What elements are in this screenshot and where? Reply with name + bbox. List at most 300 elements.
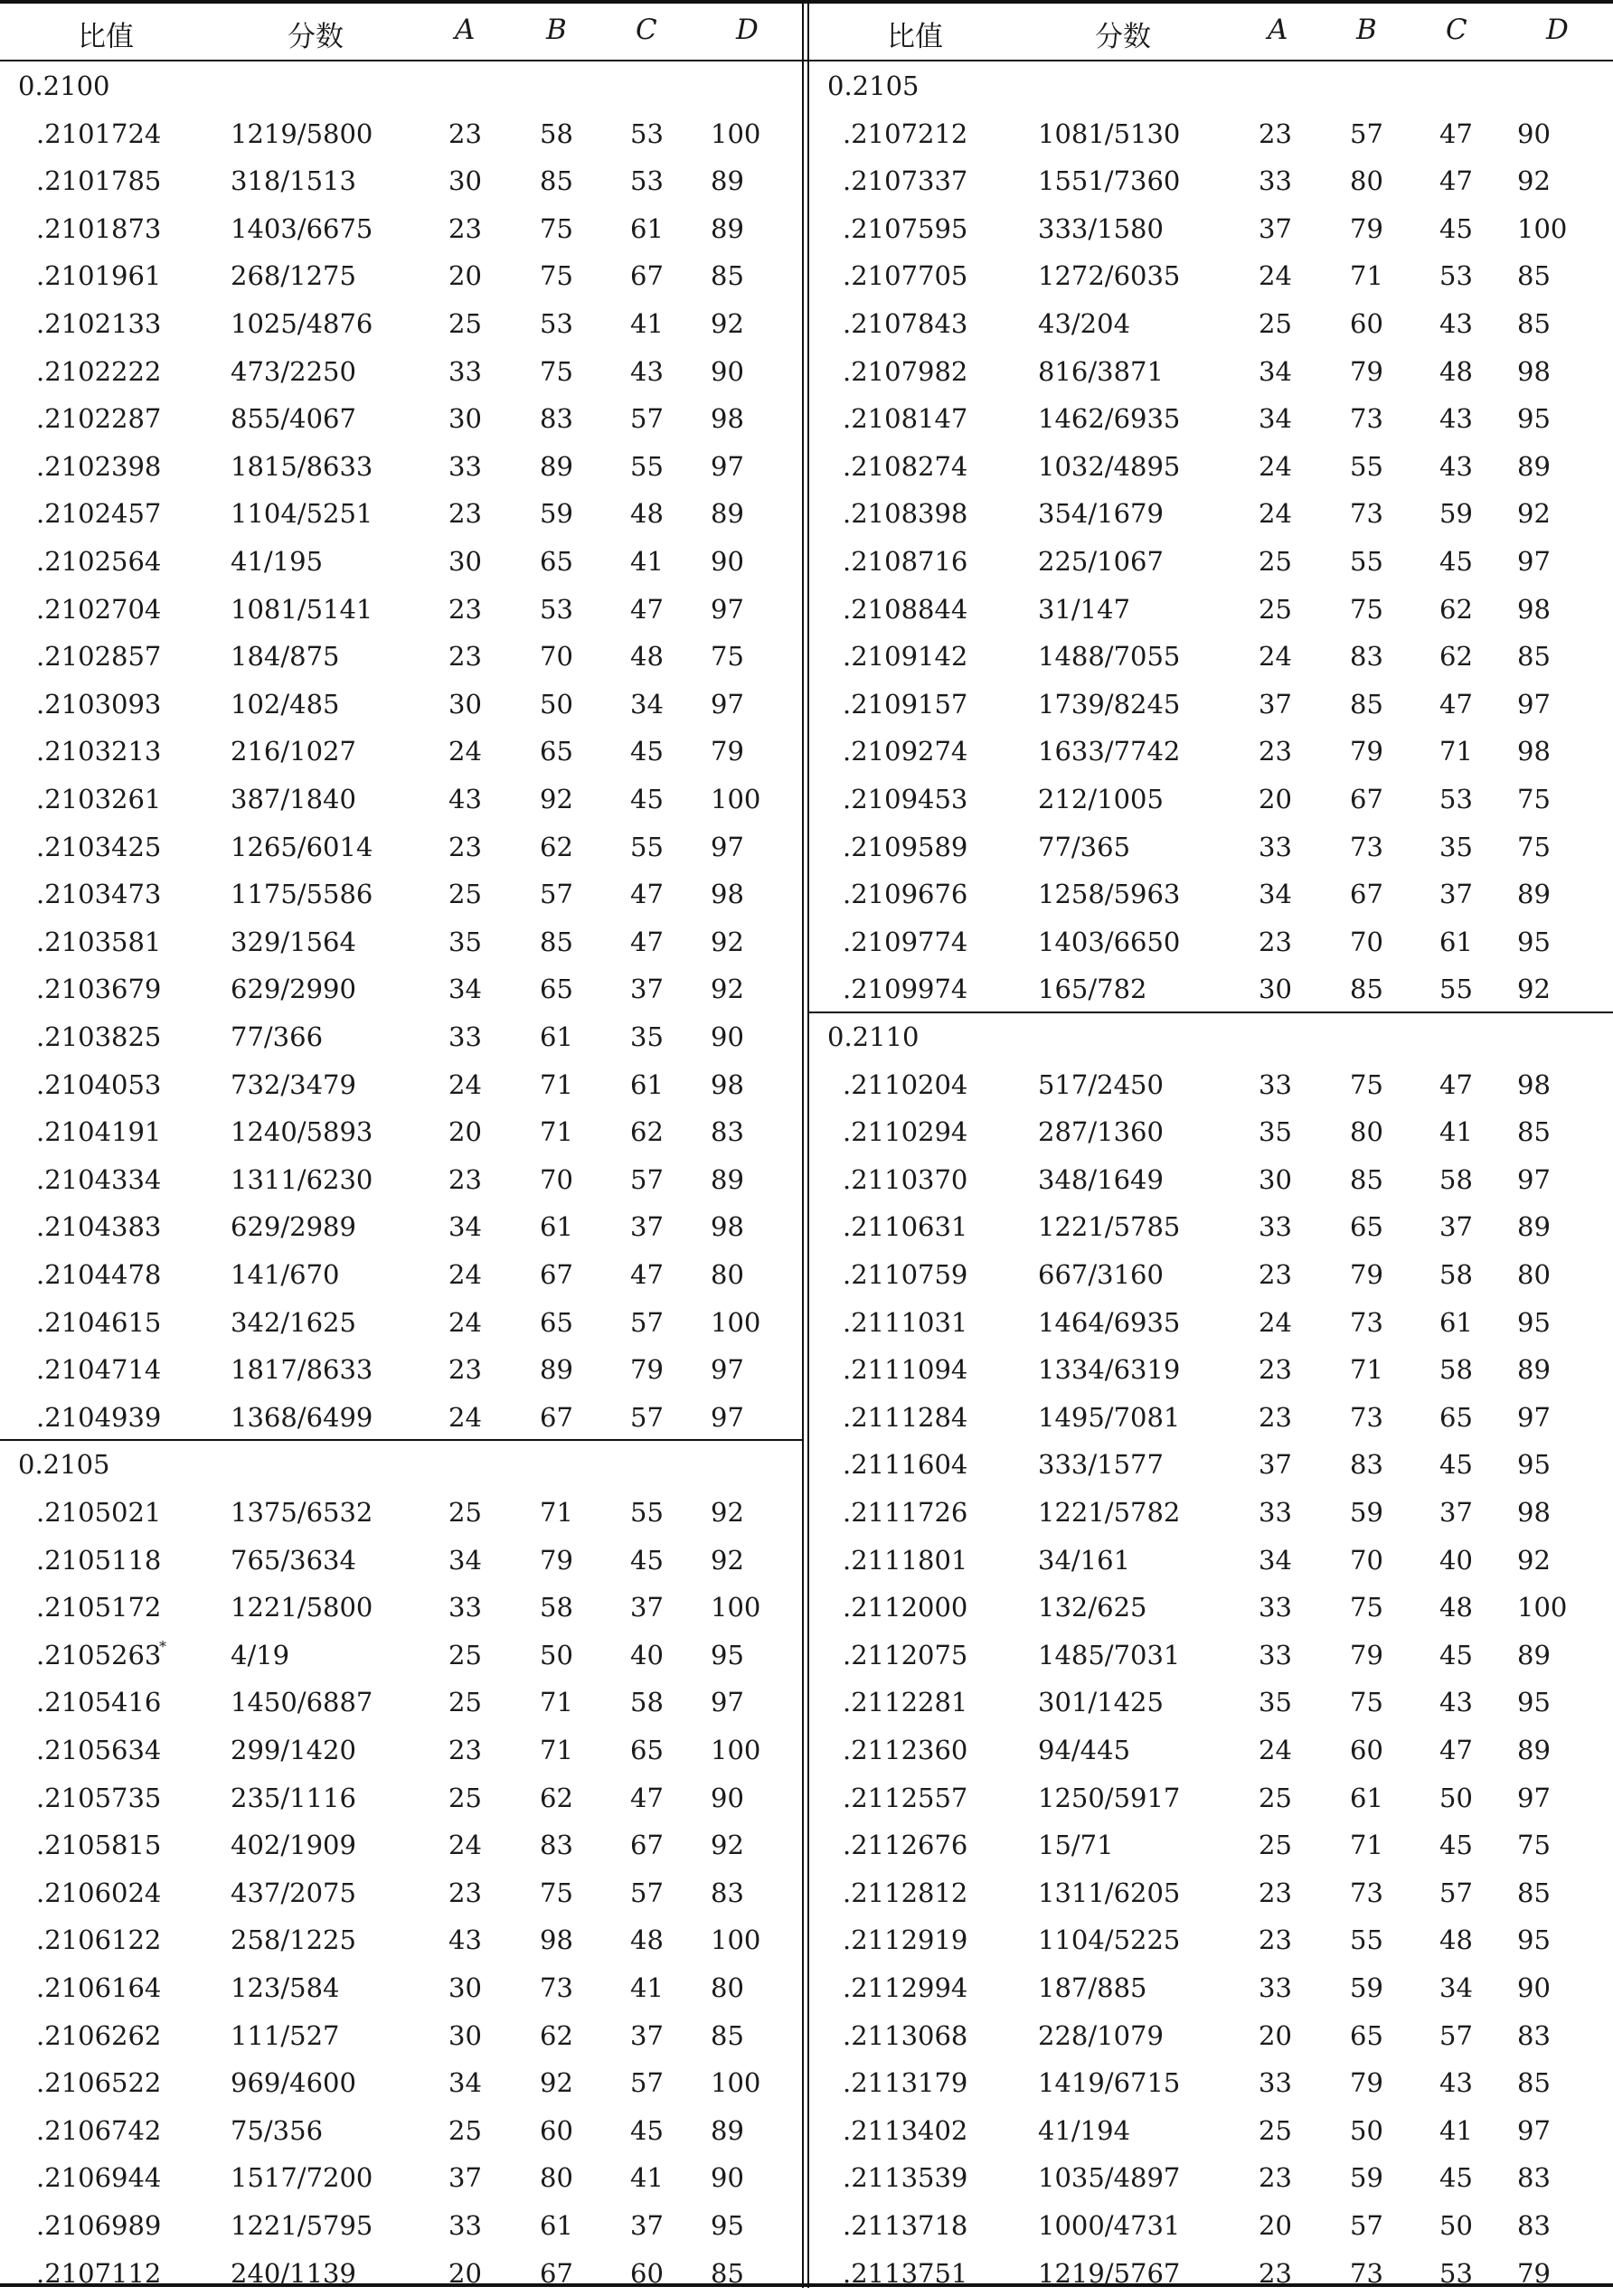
- a-value: 25: [448, 1782, 482, 1813]
- fraction-value: 141/670: [231, 1259, 340, 1290]
- fraction-value: 1035/4897: [1038, 2162, 1181, 2194]
- b-value: 55: [1350, 1924, 1383, 1956]
- d-value: 85: [1517, 260, 1551, 292]
- ratio-value: .2110204: [843, 1068, 968, 1100]
- fraction-value: 102/485: [231, 688, 340, 720]
- table-row: [0, 1107, 802, 1155]
- table-row: [0, 489, 802, 537]
- d-value: 80: [711, 1259, 744, 1290]
- table-row: [809, 1726, 1613, 1774]
- b-value: 67: [1350, 784, 1383, 814]
- b-value: 71: [540, 1116, 573, 1148]
- table-row: [809, 1107, 1613, 1155]
- b-value: 73: [1350, 498, 1383, 530]
- fraction-value: 329/1564: [231, 926, 356, 957]
- b-value: 70: [540, 641, 573, 673]
- c-value: 55: [630, 1497, 664, 1528]
- fraction-value: 1104/5251: [231, 498, 373, 530]
- a-value: 34: [448, 1211, 482, 1243]
- fraction-value: 473/2250: [231, 355, 356, 387]
- fraction-value: 437/2075: [231, 1877, 356, 1908]
- fraction-value: 184/875: [231, 641, 340, 673]
- c-value: 55: [630, 450, 664, 482]
- c-value: 43: [630, 355, 664, 387]
- d-value: 90: [1517, 118, 1551, 149]
- b-value: 75: [1350, 593, 1383, 625]
- c-value: 40: [1439, 1544, 1473, 1576]
- ratio-value: .2106742: [36, 2114, 162, 2146]
- d-value: 90: [1517, 1972, 1551, 2003]
- table-row: [0, 1678, 802, 1726]
- a-value: 23: [1259, 1354, 1292, 1386]
- b-value: 71: [1350, 1830, 1383, 1861]
- d-value: 97: [1517, 1782, 1551, 1813]
- ratio-value: .2112000: [843, 1592, 968, 1623]
- d-value: 97: [1517, 1401, 1551, 1433]
- ratio-value: .2109774: [843, 926, 968, 957]
- c-value: 37: [1439, 879, 1473, 910]
- ratio-value: .2109274: [843, 736, 968, 767]
- d-value: 89: [1517, 1211, 1551, 1243]
- a-value: 23: [448, 641, 482, 673]
- b-value: 80: [1350, 165, 1383, 197]
- a-value: 33: [1259, 1639, 1292, 1670]
- c-value: 58: [630, 1687, 664, 1718]
- table-row: [809, 1298, 1613, 1346]
- c-value: 41: [630, 546, 664, 577]
- a-value: 34: [1259, 1544, 1292, 1576]
- fraction-value: 268/1275: [231, 260, 356, 292]
- table-row: [809, 775, 1613, 823]
- c-value: 61: [630, 212, 664, 244]
- fraction-value: 1219/5767: [1038, 2257, 1181, 2289]
- d-value: 79: [711, 736, 744, 767]
- d-value: 85: [1517, 641, 1551, 673]
- a-value: 23: [448, 498, 482, 530]
- ratio-value: .2102287: [36, 403, 162, 435]
- b-value: 59: [540, 498, 573, 530]
- fraction-value: 1815/8633: [231, 450, 373, 482]
- b-value: 65: [540, 1306, 573, 1338]
- fraction-value: 1175/5586: [231, 879, 373, 910]
- d-value: 95: [1517, 1306, 1551, 1338]
- c-value: 45: [630, 736, 664, 767]
- ratio-value: .2105735: [36, 1782, 162, 1813]
- d-value: 100: [711, 1735, 761, 1765]
- d-value: 80: [1517, 1259, 1551, 1290]
- ratio-value: .2109157: [843, 688, 968, 720]
- b-value: 67: [540, 1259, 573, 1290]
- table-row: [0, 156, 802, 204]
- c-value: 50: [1439, 1782, 1473, 1813]
- b-value: 79: [1350, 1639, 1383, 1670]
- a-value: 37: [1259, 212, 1292, 244]
- d-value: 95: [1517, 1924, 1551, 1956]
- c-value: 47: [1439, 688, 1473, 720]
- a-value: 35: [1259, 1116, 1292, 1148]
- footnote-marker: *: [159, 1637, 166, 1655]
- c-value: 57: [630, 1306, 664, 1338]
- b-value: 79: [1350, 1259, 1383, 1290]
- fraction-value: 1485/7031: [1038, 1639, 1181, 1670]
- d-value: 92: [1517, 165, 1551, 197]
- d-value: 98: [1517, 1068, 1551, 1100]
- table-row: [0, 727, 802, 775]
- table-row: [809, 1821, 1613, 1868]
- c-value: 57: [630, 1877, 664, 1908]
- c-value: 60: [630, 2257, 664, 2289]
- a-value: 25: [448, 1497, 482, 1528]
- c-value: 65: [630, 1735, 664, 1765]
- ratio-value: .2113402: [843, 2114, 968, 2146]
- a-value: 24: [448, 1068, 482, 1100]
- c-value: 35: [630, 1021, 664, 1052]
- a-value: 25: [448, 879, 482, 910]
- b-value: 75: [540, 355, 573, 387]
- b-value: 57: [1350, 118, 1383, 149]
- d-value: 98: [711, 1068, 744, 1100]
- d-value: 95: [1517, 403, 1551, 435]
- table-row: [809, 1488, 1613, 1536]
- a-value: 43: [448, 784, 482, 814]
- header-b: B: [1356, 14, 1377, 46]
- d-value: 90: [711, 1021, 744, 1052]
- ratio-value: .2103213: [36, 736, 162, 767]
- c-value: 37: [630, 2210, 664, 2241]
- table-row: [809, 1202, 1613, 1250]
- ratio-value: .2108147: [843, 403, 968, 435]
- d-value: 80: [711, 1972, 744, 2003]
- fraction-value: 1403/6650: [1038, 926, 1181, 957]
- c-value: 53: [630, 118, 664, 149]
- b-value: 71: [540, 1068, 573, 1100]
- c-value: 65: [1439, 1401, 1473, 1433]
- header-fraction: 分数: [288, 21, 344, 53]
- ratio-value: .2106262: [36, 2019, 162, 2051]
- table-row: [0, 1868, 802, 1916]
- c-value: 35: [1439, 831, 1473, 862]
- fraction-value: 1240/5893: [231, 1116, 373, 1148]
- fraction-value: 816/3871: [1038, 355, 1164, 387]
- ratio-value: .2106522: [36, 2067, 162, 2099]
- b-value: 55: [1350, 546, 1383, 577]
- fraction-value: 132/625: [1038, 1592, 1147, 1623]
- d-value: 100: [711, 118, 761, 149]
- table-row: [809, 1868, 1613, 1916]
- ratio-value: .2110759: [843, 1259, 968, 1290]
- fraction-value: 41/195: [231, 546, 324, 577]
- d-value: 83: [711, 1116, 744, 1148]
- ratio-value: .2106944: [36, 2162, 162, 2194]
- a-value: 25: [448, 2114, 482, 2146]
- c-value: 62: [630, 1116, 664, 1148]
- c-value: 45: [1439, 1639, 1473, 1670]
- b-value: 58: [540, 118, 573, 149]
- table-row: [0, 1631, 802, 1679]
- c-value: 57: [630, 1163, 664, 1195]
- a-value: 25: [1259, 593, 1292, 625]
- c-value: 43: [1439, 403, 1473, 435]
- ratio-value: .2105172: [36, 1592, 162, 1623]
- table-row: [809, 1060, 1613, 1108]
- d-value: 89: [1517, 1639, 1551, 1670]
- a-value: 23: [1259, 118, 1292, 149]
- ratio-value: .2106164: [36, 1972, 162, 2003]
- b-value: 85: [540, 165, 573, 197]
- ratio-value: .2103261: [36, 784, 162, 814]
- c-value: 45: [1439, 2162, 1473, 2194]
- ratio-value: .2105118: [36, 1544, 162, 1576]
- fraction-value: 43/204: [1038, 308, 1131, 339]
- c-value: 48: [1439, 1924, 1473, 1956]
- header-d: D: [736, 14, 759, 46]
- c-value: 48: [1439, 1592, 1473, 1623]
- left-table-half: [0, 0, 802, 2288]
- b-value: 75: [540, 260, 573, 292]
- table-row: [0, 1963, 802, 2011]
- d-value: 90: [711, 546, 744, 577]
- d-value: 89: [1517, 1735, 1551, 1765]
- a-value: 33: [1259, 1592, 1292, 1623]
- ratio-value: .2108398: [843, 498, 968, 530]
- d-value: 97: [711, 688, 744, 720]
- d-value: 92: [711, 974, 744, 1005]
- b-value: 85: [1350, 688, 1383, 720]
- d-value: 85: [711, 2019, 744, 2051]
- table-row: [809, 2058, 1613, 2106]
- fraction-value: 77/365: [1038, 831, 1131, 862]
- b-value: 62: [540, 1782, 573, 1813]
- table-row: [0, 1060, 802, 1108]
- fraction-value: 1495/7081: [1038, 1401, 1181, 1433]
- ratio-value: .2107843: [843, 308, 968, 339]
- fraction-value: 1221/5785: [1038, 1211, 1181, 1243]
- ratio-value: .2112676: [843, 1830, 968, 1861]
- d-value: 89: [711, 165, 744, 197]
- c-value: 58: [1439, 1163, 1473, 1195]
- table-row: [0, 1583, 802, 1631]
- b-value: 83: [540, 1830, 573, 1861]
- table-row: [0, 2201, 802, 2249]
- b-value: 83: [1350, 1449, 1383, 1481]
- table-row: [809, 1155, 1613, 1203]
- header-c: C: [1446, 14, 1467, 46]
- fraction-value: 318/1513: [231, 165, 356, 197]
- a-value: 24: [1259, 641, 1292, 673]
- ratio-value: .2112919: [843, 1924, 968, 1956]
- d-value: 97: [711, 1354, 744, 1386]
- ratio-value: .2111094: [843, 1354, 968, 1386]
- table-row: [0, 965, 802, 1012]
- c-value: 67: [630, 1830, 664, 1861]
- a-value: 30: [448, 546, 482, 577]
- d-value: 98: [1517, 355, 1551, 387]
- fraction-value: 1368/6499: [231, 1401, 373, 1433]
- b-value: 65: [540, 736, 573, 767]
- a-value: 25: [448, 1687, 482, 1718]
- table-row: [809, 632, 1613, 680]
- d-value: 89: [711, 1163, 744, 1195]
- a-value: 20: [1259, 784, 1292, 814]
- ratio-value: .2113068: [843, 2019, 968, 2051]
- a-value: 33: [448, 450, 482, 482]
- b-value: 79: [1350, 2067, 1383, 2099]
- ratio-value: .2113718: [843, 2210, 968, 2241]
- table-row: [809, 1774, 1613, 1821]
- a-value: 24: [448, 1306, 482, 1338]
- d-value: 98: [1517, 593, 1551, 625]
- d-value: 98: [1517, 736, 1551, 767]
- table-row: [809, 2249, 1613, 2296]
- d-value: 90: [711, 1782, 744, 1813]
- fraction-value: 1250/5917: [1038, 1782, 1181, 1813]
- ratio-value: .2112812: [843, 1877, 968, 1908]
- d-value: 100: [711, 1924, 761, 1956]
- ratio-value: .2108844: [843, 593, 968, 625]
- table-row: [809, 965, 1613, 1012]
- d-value: 95: [711, 1639, 744, 1670]
- ratio-value: .2106024: [36, 1877, 162, 1908]
- header-d: D: [1546, 14, 1569, 46]
- d-value: 90: [711, 355, 744, 387]
- table-row: [809, 1963, 1613, 2011]
- fraction-value: 31/147: [1038, 593, 1131, 625]
- d-value: 98: [711, 1211, 744, 1243]
- a-value: 20: [448, 2257, 482, 2289]
- a-value: 33: [1259, 165, 1292, 197]
- table-row: [809, 727, 1613, 775]
- b-value: 79: [1350, 212, 1383, 244]
- header-a: A: [1268, 14, 1288, 46]
- d-value: 83: [1517, 2162, 1551, 2194]
- b-value: 50: [1350, 2114, 1383, 2146]
- b-value: 79: [1350, 355, 1383, 387]
- a-value: 33: [1259, 1211, 1292, 1243]
- fraction-value: 1311/6230: [231, 1163, 373, 1195]
- ratio-value: .2104191: [36, 1116, 162, 1148]
- d-value: 97: [711, 1401, 744, 1433]
- table-row: [809, 442, 1613, 490]
- c-value: 61: [1439, 926, 1473, 957]
- c-value: 47: [1439, 1068, 1473, 1100]
- a-value: 20: [1259, 2019, 1292, 2051]
- fraction-value: 301/1425: [1038, 1687, 1164, 1718]
- c-value: 59: [1439, 498, 1473, 530]
- d-value: 85: [1517, 2067, 1551, 2099]
- d-value: 97: [711, 450, 744, 482]
- c-value: 41: [1439, 2114, 1473, 2146]
- section-title: 0.2105: [18, 1449, 110, 1481]
- a-value: 23: [448, 593, 482, 625]
- fraction-value: 667/3160: [1038, 1259, 1164, 1290]
- b-value: 92: [540, 2067, 573, 2099]
- c-value: 45: [630, 784, 664, 814]
- d-value: 92: [1517, 974, 1551, 1005]
- c-value: 62: [1439, 641, 1473, 673]
- ratio-value: .2101961: [36, 260, 162, 292]
- table-row: [809, 394, 1613, 442]
- fraction-value: 228/1079: [1038, 2019, 1164, 2051]
- a-value: 30: [448, 2019, 482, 2051]
- fraction-value: 216/1027: [231, 736, 356, 767]
- ratio-value: .2108274: [843, 450, 968, 482]
- b-value: 73: [1350, 2257, 1383, 2289]
- table-row: [809, 1536, 1613, 1584]
- c-value: 37: [630, 974, 664, 1005]
- d-value: 98: [711, 879, 744, 910]
- ratio-value: .2104478: [36, 1259, 162, 1290]
- c-value: 45: [1439, 1830, 1473, 1861]
- right-table-half: [809, 0, 1613, 2288]
- table-row: [0, 347, 802, 395]
- b-value: 50: [540, 1639, 573, 1670]
- d-value: 92: [1517, 498, 1551, 530]
- fraction-value: 1265/6014: [231, 831, 373, 862]
- b-value: 60: [540, 2114, 573, 2146]
- c-value: 53: [1439, 784, 1473, 814]
- table-row: [809, 823, 1613, 870]
- fraction-value: 402/1909: [231, 1830, 356, 1861]
- c-value: 47: [1439, 118, 1473, 149]
- b-value: 55: [1350, 450, 1383, 482]
- fraction-value: 111/527: [231, 2019, 340, 2051]
- c-value: 48: [630, 1924, 664, 1956]
- d-value: 95: [1517, 1449, 1551, 1481]
- a-value: 33: [448, 2210, 482, 2241]
- c-value: 67: [630, 260, 664, 292]
- a-value: 20: [1259, 2210, 1292, 2241]
- ratio-value: .2107982: [843, 355, 968, 387]
- ratio-value: .2108716: [843, 546, 968, 577]
- table-header: [0, 0, 802, 61]
- d-value: 89: [1517, 450, 1551, 482]
- ratio-value: .2104383: [36, 1211, 162, 1243]
- fraction-value: 387/1840: [231, 784, 356, 814]
- d-value: 100: [711, 1592, 761, 1623]
- ratio-value: .2112994: [843, 1972, 968, 2003]
- ratio-value: .2103473: [36, 879, 162, 910]
- fraction-value: 75/356: [231, 2114, 324, 2146]
- ratio-value: .2106989: [36, 2210, 162, 2241]
- section-heading: [0, 61, 802, 109]
- a-value: 24: [1259, 1306, 1292, 1338]
- d-value: 97: [1517, 1163, 1551, 1195]
- fraction-value: 1488/7055: [1038, 641, 1181, 673]
- d-value: 92: [711, 1544, 744, 1576]
- header-b: B: [546, 14, 567, 46]
- d-value: 89: [1517, 1354, 1551, 1386]
- d-value: 89: [711, 2114, 744, 2146]
- b-value: 85: [1350, 974, 1383, 1005]
- header-a: A: [455, 14, 476, 46]
- table-row: [0, 109, 802, 157]
- b-value: 61: [540, 1021, 573, 1052]
- b-value: 71: [1350, 260, 1383, 292]
- a-value: 25: [1259, 546, 1292, 577]
- a-value: 23: [1259, 736, 1292, 767]
- table-row: [0, 1536, 802, 1584]
- fraction-value: 1221/5800: [231, 1592, 373, 1623]
- fraction-value: 1403/6675: [231, 212, 373, 244]
- ratio-value: .2102857: [36, 641, 162, 673]
- header-ratio: 比值: [887, 21, 943, 53]
- fraction-value: 187/885: [1038, 1972, 1147, 2003]
- ratio-value: .2110294: [843, 1116, 968, 1148]
- ratio-value: .2107112: [36, 2257, 162, 2289]
- fraction-value: 77/366: [231, 1021, 324, 1052]
- a-value: 34: [1259, 403, 1292, 435]
- b-value: 57: [1350, 2210, 1383, 2241]
